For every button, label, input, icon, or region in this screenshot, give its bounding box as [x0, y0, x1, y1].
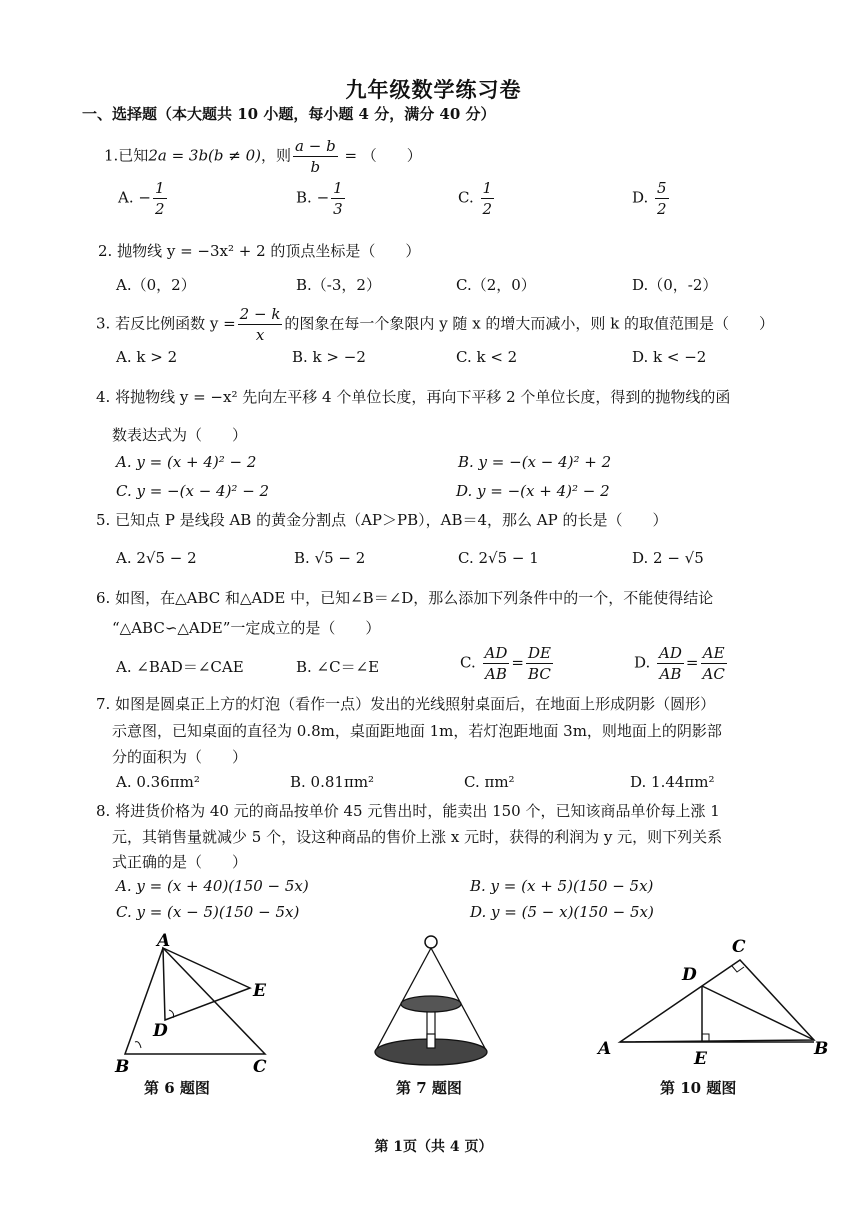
q6-option-c[interactable]: C. $\frac{AD}{AB}$ = $\frac{DE}{BC}$ — [460, 644, 551, 683]
q1-b-num: 1 — [333, 179, 343, 197]
q2-option-c[interactable]: C.（2，0） — [456, 276, 536, 294]
section-heading: 一、选择题（本大题共 10 小题，每小题 4 分，满分 40 分） — [82, 105, 496, 123]
q1-a-sign: − — [138, 188, 151, 207]
q6-option-a[interactable]: A. ∠BAD＝∠CAE — [116, 658, 244, 676]
q7-option-c[interactable]: C. πm² — [464, 773, 515, 791]
q1-c-num: 1 — [482, 179, 493, 197]
q1-d-frac — [655, 178, 669, 219]
fig10-triangle — [620, 960, 814, 1042]
fig10-right-angle-c — [732, 966, 744, 972]
question-4-stem-line2: 数表达式为（ ） — [112, 426, 248, 444]
q4-option-b[interactable]: B. y = −(x − 4)² + 2 — [458, 453, 612, 471]
page-title: 九年级数学练习卷 — [345, 77, 522, 102]
q8-option-b[interactable]: B. y = (x + 5)(150 − 5x) — [470, 877, 654, 895]
fig7-table-top — [401, 996, 461, 1012]
q1-frac-num: a − b — [295, 137, 336, 155]
q3-frac-den: x — [255, 326, 265, 344]
q7-option-a[interactable]: A. 0.36πm² — [116, 773, 200, 791]
question-4-stem-line1: 4. 将抛物线 y = −x² 先向左平移 4 个单位长度，再向下平移 2 个单位长度，得到的抛物线的函 — [96, 388, 731, 406]
q6-c-n2: DE — [527, 644, 551, 662]
q6-d-label: D. — [634, 653, 651, 672]
question-2-stem: 2. 抛物线 y = −3x² + 2 的顶点坐标是（ ） — [98, 242, 421, 260]
q3-fraction — [238, 304, 283, 345]
q8-option-d[interactable]: D. y = (5 − x)(150 − 5x) — [470, 903, 654, 921]
question-5-stem: 5. 已知点 P 是线段 AB 的黄金分割点（AP＞PB），AB＝4，那么 AP 的长是（ ） — [96, 511, 668, 529]
fig7-light-bulb — [425, 936, 437, 948]
q4-option-d[interactable]: D. y = −(x + 4)² − 2 — [456, 482, 610, 500]
q3-stem-prefix: 3. 若反比例函数 y = — [96, 314, 236, 333]
q6-d-n2: AE — [702, 644, 725, 662]
question-8-stem-line1: 8. 将进货价格为 40 元的商品按单价 45 元售出时，能卖出 150 个，已知该商品单价每上涨 1 — [96, 802, 720, 820]
q1-option-d[interactable] — [632, 178, 671, 219]
figure-7-caption: 第 7 题图 — [396, 1079, 462, 1097]
q3-option-c[interactable]: C. k < 2 — [456, 348, 518, 366]
q6-c-label: C. — [460, 653, 476, 672]
q6-d-d2: AC — [702, 665, 725, 683]
q1-a-label: A. — [118, 188, 134, 207]
q1-option-c[interactable] — [458, 178, 496, 219]
q5-option-c[interactable]: C. 2√5 − 1 — [458, 549, 539, 567]
fig6-label-e: E — [253, 981, 266, 1001]
question-7-stem-line1: 7. 如图是圆桌正上方的灯泡（看作一点）发出的光线照射桌面后，在地面上形成阴影（圆形） — [96, 695, 716, 713]
q1-frac-den: b — [310, 158, 321, 176]
q6-c-n1: AD — [484, 644, 508, 662]
figure-10-caption: 第 10 题图 — [660, 1079, 737, 1097]
q1-b-label: B. — [296, 188, 312, 207]
fig10-label-c: C — [732, 937, 746, 957]
q1-c-den: 2 — [482, 200, 493, 218]
q3-frac-num: 2 − k — [239, 305, 281, 323]
q1-a-frac — [153, 178, 167, 219]
q6-option-d[interactable]: D. $\frac{AD}{AB}$ = $\frac{AE}{AC}$ — [634, 644, 725, 683]
q1-stem-suffix: = （ ） — [339, 146, 422, 165]
fig10-segment-db — [702, 986, 814, 1040]
question-7-stem-line3: 分的面积为（ ） — [112, 748, 248, 766]
fig6-angle-b — [135, 1042, 141, 1048]
q6-c-frac-right — [526, 643, 553, 684]
q3-option-b[interactable]: B. k > −2 — [292, 348, 366, 366]
fig6-triangle-ade — [163, 948, 250, 1020]
q1-b-frac — [331, 178, 345, 219]
fig10-label-b: B — [814, 1039, 829, 1059]
q2-option-b[interactable]: B.（-3，2） — [296, 276, 381, 294]
q3-option-a[interactable]: A. k > 2 — [116, 348, 178, 366]
q2-option-a[interactable]: A.（0，2） — [116, 276, 196, 294]
q5-option-b[interactable]: B. √5 − 2 — [294, 549, 366, 567]
q6-d-d1: AB — [659, 665, 682, 683]
fig6-label-a: A — [157, 931, 171, 951]
figure-7 — [365, 930, 495, 1072]
q5-option-d[interactable]: D. 2 − √5 — [632, 549, 704, 567]
question-8-stem-line2: 元，其销售量就减少 5 个，设这种商品的售价上涨 x 元时，获得的利润为 y 元，则下列关系 — [112, 828, 723, 846]
figure-10 — [592, 932, 842, 1072]
q1-a-den: 2 — [154, 200, 165, 218]
page-footer: 第 1页（共 4 页） — [374, 1139, 493, 1155]
question-1-stem — [104, 136, 422, 177]
q1-option-b[interactable] — [296, 178, 347, 219]
q1-fraction — [293, 136, 338, 177]
q1-c-frac — [481, 178, 495, 219]
q1-c-label: C. — [458, 188, 474, 207]
question-7-stem-line2: 示意图，已知桌面的直径为 0.8m，桌面距地面 1m，若灯泡距地面 3m，则地面上的阴影部 — [112, 722, 722, 740]
q1-stem-mid: ，则 — [261, 146, 292, 165]
q6-c-frac-left — [483, 643, 510, 684]
question-3-stem — [96, 304, 774, 345]
q1-stem-prefix: 1.已知 — [104, 146, 149, 165]
q4-option-a[interactable]: A. y = (x + 4)² − 2 — [116, 453, 257, 471]
fig6-label-b: B — [115, 1057, 130, 1077]
figure-6-caption: 第 6 题图 — [144, 1079, 210, 1097]
q3-stem-suffix: 的图象在每一个象限内 y 随 x 的增大而减小，则 k 的取值范围是（ ） — [284, 314, 775, 333]
fig6-triangle-abc — [125, 948, 265, 1054]
q1-a-num: 1 — [154, 179, 165, 197]
question-6-stem-line2: “△ABC∽△ADE”一定成立的是（ ） — [112, 619, 381, 637]
q1-b-den: 3 — [333, 200, 343, 218]
q5-option-a[interactable]: A. 2√5 − 2 — [116, 549, 197, 567]
q1-equation: 2a = 3b(b ≠ 0) — [148, 146, 262, 165]
q6-c-d2: BC — [528, 665, 551, 683]
q3-option-d[interactable]: D. k < −2 — [632, 348, 707, 366]
fig10-label-e: E — [694, 1049, 707, 1069]
q7-option-b[interactable]: B. 0.81πm² — [290, 773, 375, 791]
fig6-label-c: C — [253, 1057, 267, 1077]
q6-option-b[interactable]: B. ∠C＝∠E — [296, 658, 380, 676]
q7-option-d[interactable]: D. 1.44πm² — [630, 773, 715, 791]
q8-option-a[interactable]: A. y = (x + 40)(150 − 5x) — [116, 877, 309, 895]
q1-d-num: 5 — [657, 179, 667, 197]
fig6-label-d: D — [153, 1021, 168, 1041]
question-6-stem-line1: 6. 如图，在△ABC 和△ADE 中，已知∠B＝∠D，那么添加下列条件中的一个，不能使得结论 — [96, 589, 714, 607]
question-8-stem-line3: 式正确的是（ ） — [112, 853, 248, 871]
q6-c-d1: AB — [485, 665, 507, 683]
q6-d-frac-left — [657, 643, 684, 684]
fig10-label-a: A — [598, 1039, 612, 1059]
fig10-label-d: D — [682, 965, 697, 985]
q2-option-d[interactable]: D.（0，-2） — [632, 276, 718, 294]
fig6-angle-d — [169, 1010, 174, 1018]
q1-b-sign: − — [316, 188, 330, 207]
q6-d-frac-right — [700, 643, 726, 684]
q8-option-c[interactable]: C. y = (x − 5)(150 − 5x) — [116, 903, 300, 921]
fig7-table-leg-base — [427, 1034, 435, 1048]
figure-6 — [105, 928, 285, 1078]
q1-d-den: 2 — [657, 200, 667, 218]
q6-d-n1: AD — [659, 644, 682, 662]
q1-d-label: D. — [632, 188, 649, 207]
q4-option-c[interactable]: C. y = −(x − 4)² − 2 — [116, 482, 270, 500]
q1-option-a[interactable] — [118, 178, 169, 219]
